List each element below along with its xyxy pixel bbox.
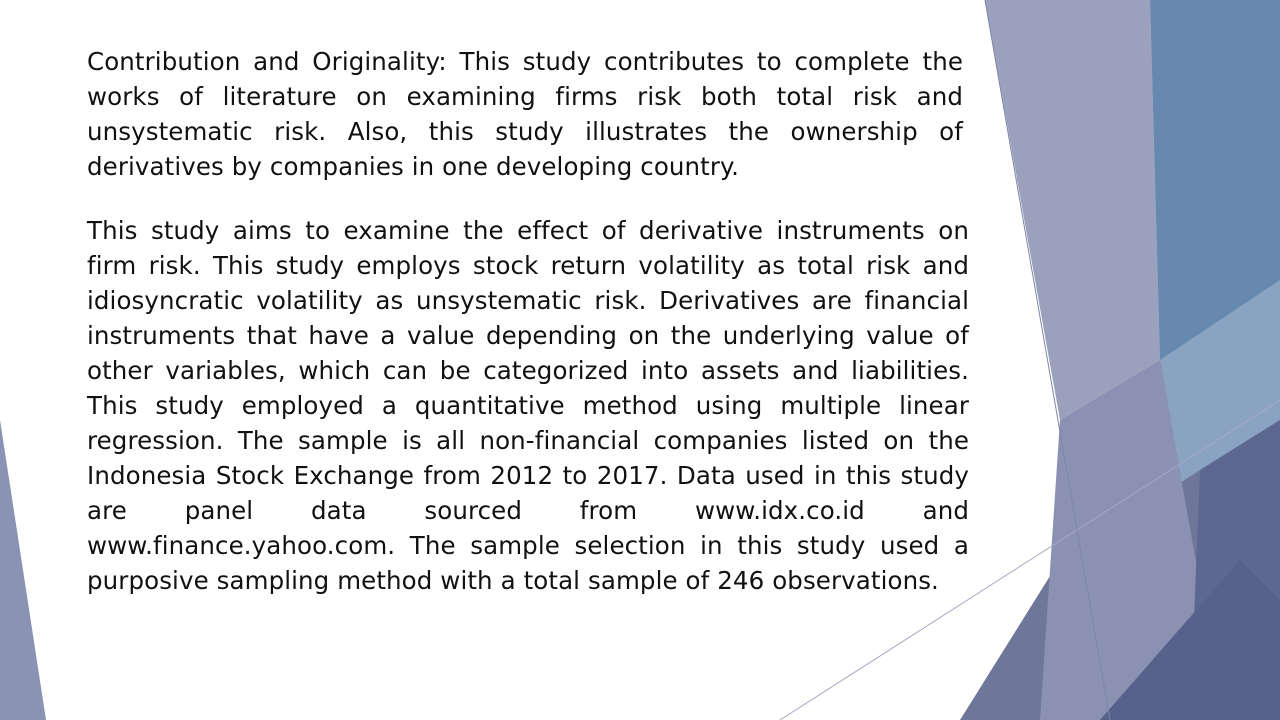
contribution-paragraph: Contribution and Originality: This study contributes to complete the works of literature on examining firms risk both total risk and unsystematic risk. Also, this study illustrates the ownership of derivatives by companies in one developing country. xyxy=(87,47,963,181)
study-summary-paragraph: This study aims to examine the effect of derivative instruments on firm risk. This study employs stock return volatility as total risk and idiosyncratic volatility as unsystematic risk. Derivatives are financial instruments that have a value depending on the underlying value of other variables, which can be categorized into assets and liabilities. This study employed a quantitative method using multiple linear regression. The sample is all non-financial companies listed on the Indonesia Stock Exchange from 2012 to 2017. Data used in this study are panel data sourced from www.idx.co.id and www.finance.yahoo.com. The sample selection in this study used a purposive sampling method with a total sample of 246 observations. xyxy=(87,216,969,595)
left-edge-facet xyxy=(0,420,46,720)
facet-mid-upper xyxy=(985,0,1160,420)
